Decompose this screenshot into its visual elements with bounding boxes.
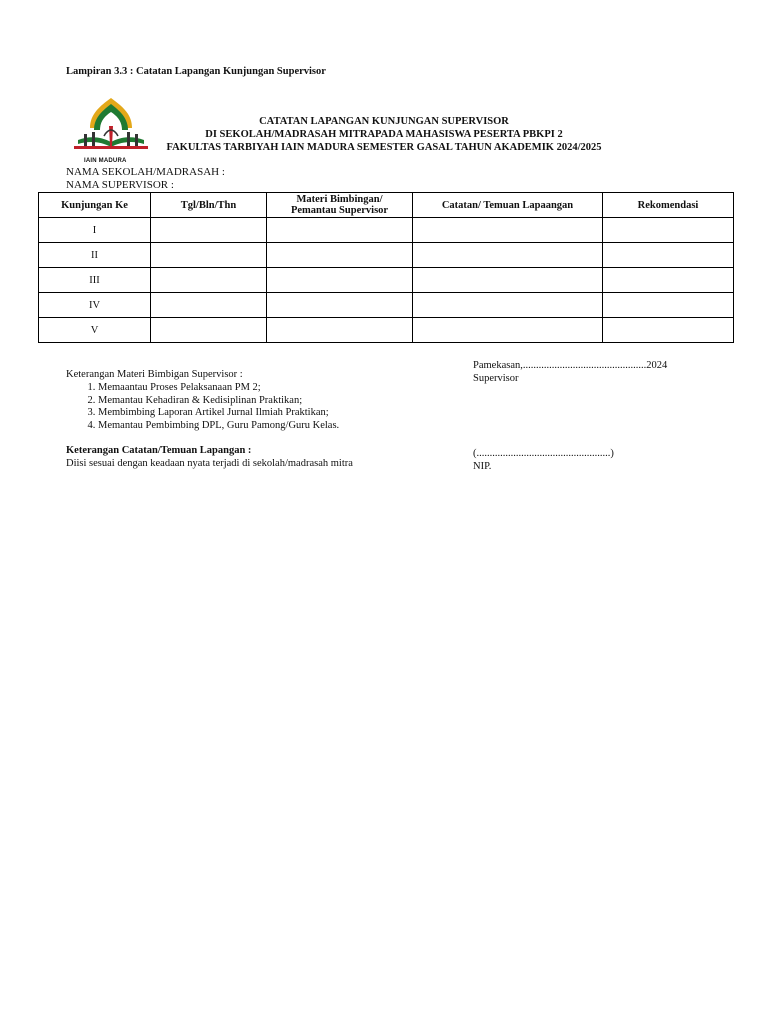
material-cell[interactable]	[267, 243, 413, 268]
header-material	[267, 193, 413, 218]
material-cell[interactable]	[267, 218, 413, 243]
supervisor-name-field: NAMA SUPERVISOR :	[66, 179, 174, 191]
notes-cell[interactable]	[413, 318, 603, 343]
header-material-line-1: Materi Bimbingan/	[296, 194, 383, 205]
signature-nip: NIP.	[473, 461, 492, 472]
signature-place-block	[473, 359, 667, 385]
signature-name-blank: (...................................................)	[473, 448, 614, 459]
recommendation-cell[interactable]	[603, 268, 734, 293]
header-date: Tgl/Bln/Thn	[151, 193, 267, 218]
signature-role: Supervisor	[473, 373, 519, 384]
material-notes-list	[66, 382, 339, 433]
place-date: Pamekasan,...............................................2024	[473, 360, 668, 371]
visit-number: II	[39, 243, 151, 268]
date-cell[interactable]	[151, 293, 267, 318]
document-heading	[150, 115, 618, 154]
recommendation-cell[interactable]	[603, 318, 734, 343]
date-cell[interactable]	[151, 243, 267, 268]
visit-record-table	[38, 192, 734, 343]
notes-cell[interactable]	[413, 243, 603, 268]
visit-number: V	[39, 318, 151, 343]
findings-title: Keterangan Catatan/Temuan Lapangan :	[66, 445, 252, 456]
material-cell[interactable]	[267, 318, 413, 343]
material-notes-title: Keterangan Materi Bimbigan Supervisor :	[66, 369, 243, 380]
list-item: 2. Memantau Kehadiran & Kedisiplinan Praktikan;	[98, 395, 339, 408]
recommendation-cell[interactable]	[603, 293, 734, 318]
notes-cell[interactable]	[413, 268, 603, 293]
visit-number: I	[39, 218, 151, 243]
notes-cell[interactable]	[413, 218, 603, 243]
recommendation-cell[interactable]	[603, 243, 734, 268]
heading-line-3: FAKULTAS TARBIYAH IAIN MADURA SEMESTER GASAL TAHUN AKADEMIK 2024/2025	[166, 142, 602, 153]
school-name-field: NAMA SEKOLAH/MADRASAH :	[66, 166, 225, 178]
material-notes	[66, 369, 339, 433]
iain-madura-logo-icon	[70, 96, 152, 166]
table-header-row	[39, 193, 734, 218]
table-row	[39, 218, 734, 243]
heading-line-1: CATATAN LAPANGAN KUNJUNGAN SUPERVISOR	[259, 116, 509, 127]
date-cell[interactable]	[151, 318, 267, 343]
header-notes: Catatan/ Temuan Lapaangan	[413, 193, 603, 218]
table-row	[39, 293, 734, 318]
material-cell[interactable]	[267, 268, 413, 293]
date-cell[interactable]	[151, 218, 267, 243]
list-item: 1. Memaantau Proses Pelaksanaan PM 2;	[98, 382, 339, 395]
findings-notes	[66, 444, 353, 470]
heading-line-2: DI SEKOLAH/MADRASAH MITRAPADA MAHASISWA PESERTA PBKPI 2	[205, 129, 563, 140]
appendix-title: Lampiran 3.3 : Catatan Lapangan Kunjungan Supervisor	[66, 66, 326, 77]
logo-caption: IAIN MADURA	[84, 158, 127, 164]
date-cell[interactable]	[151, 268, 267, 293]
visit-number: III	[39, 268, 151, 293]
header-material-line-2: Pemantau Supervisor	[290, 205, 389, 216]
list-item: 3. Membimbing Laporan Artikel Jurnal Ilmiah Praktikan;	[98, 407, 339, 420]
table-row	[39, 243, 734, 268]
header-visit: Kunjungan Ke	[39, 193, 151, 218]
recommendation-cell[interactable]	[603, 218, 734, 243]
visit-number: IV	[39, 293, 151, 318]
table-row	[39, 268, 734, 293]
table-row	[39, 318, 734, 343]
header-recommendation: Rekomendasi	[603, 193, 734, 218]
signature-block	[473, 447, 614, 473]
list-item: 4. Memantau Pembimbing DPL, Guru Pamong/Guru Kelas.	[98, 420, 339, 433]
findings-text: Diisi sesuai dengan keadaan nyata terjadi di sekolah/madrasah mitra	[66, 458, 353, 469]
notes-cell[interactable]	[413, 293, 603, 318]
material-cell[interactable]	[267, 293, 413, 318]
